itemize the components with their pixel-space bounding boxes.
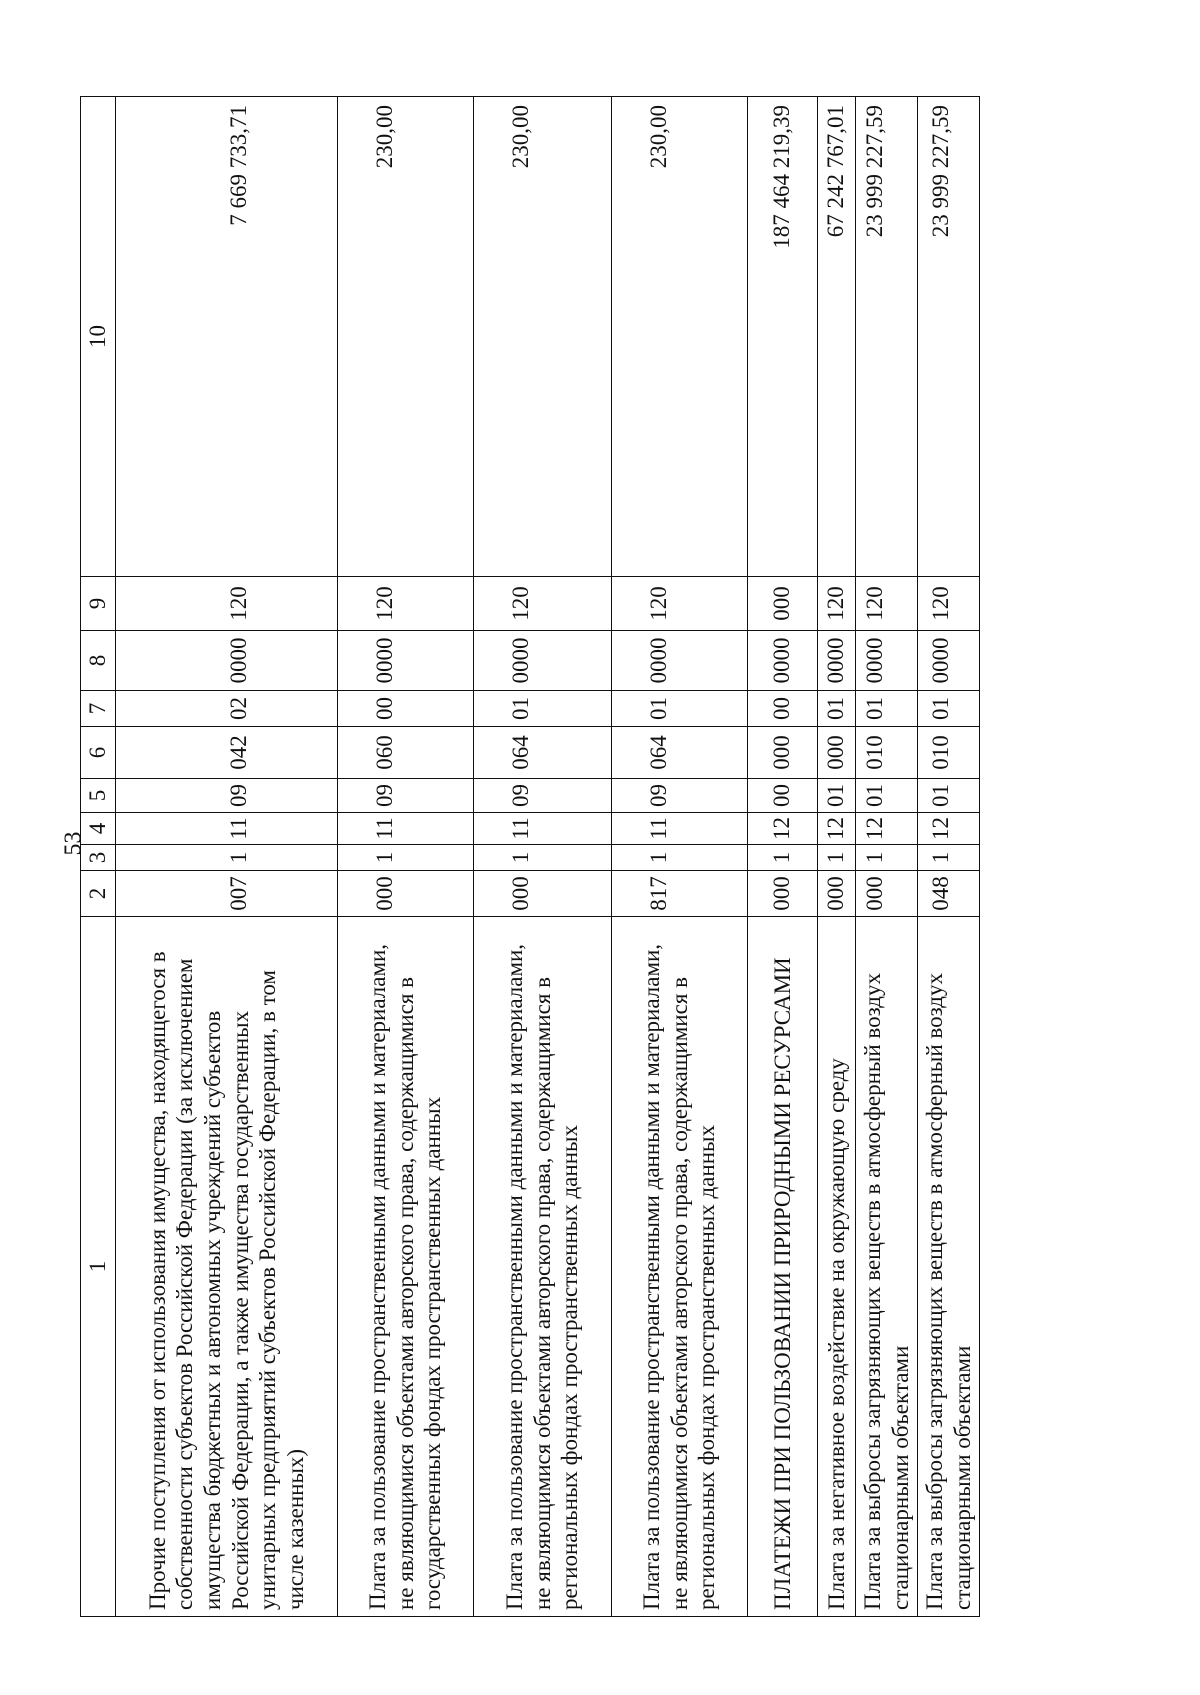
code-cell: 09 [612,779,748,813]
blank-cell [116,727,226,779]
amount-cell: 7 669 733,71 [226,97,338,577]
code-cell: 11 [612,813,748,845]
code-cell: 120 [474,577,612,631]
code-cell: 010 [856,727,918,779]
code-cell: 11 [338,813,474,845]
code-cell: 01 [856,691,918,727]
code-cell: 01 [918,691,980,727]
code-cell: 09 [474,779,612,813]
code-cell: 1 [748,845,818,871]
code-cell: 000 [818,871,856,917]
blank-cell [116,845,226,871]
code-cell: 0000 [856,631,918,691]
code-cell: 00 [338,691,474,727]
code-cell: 120 [918,577,980,631]
code-cell: 09 [226,779,338,813]
code-cell: 007 [226,871,338,917]
blank-cell [116,871,226,917]
table-row [474,97,612,1617]
row-name: Плата за пользование пространственными данными и материалами, не являющимися объектами авторского права, содержащимися в региональных фондах пространственных данных [612,917,748,1617]
row-name: Плата за выбросы загрязняющих веществ в атмосферный воздух стационарными объектами [918,917,980,1617]
code-cell: 048 [918,871,980,917]
blank-cell [116,577,226,631]
amount-cell: 67 242 767,01 [818,97,856,577]
code-cell: 11 [474,813,612,845]
code-cell: 120 [612,577,748,631]
column-header: 6 [81,727,116,779]
code-cell: 000 [818,727,856,779]
code-cell: 0000 [226,631,338,691]
code-cell: 042 [226,727,338,779]
code-cell: 0000 [474,631,612,691]
code-cell: 000 [338,871,474,917]
table-row [116,97,226,1617]
code-cell: 02 [226,691,338,727]
table-row [748,97,818,1617]
row-name: Плата за негативное воздействие на окружающую среду [818,917,856,1617]
code-cell: 01 [856,779,918,813]
column-header: 3 [81,845,116,871]
code-cell: 000 [474,871,612,917]
header-row [81,97,116,1617]
code-cell: 1 [226,845,338,871]
row-name: Прочие поступления от использования имущества, находящегося в собственности субъектов Российской Федерации (за исключением имущества бюджетных и автономных учреждений субъектов Российской Федерации, а также имущества государственных унитарных предприятий субъектов Российской Федерации, в том числе казенных) [116,917,338,1617]
code-cell: 010 [918,727,980,779]
amount-cell: 187 464 219,39 [748,97,818,577]
code-cell: 0000 [338,631,474,691]
code-cell: 00 [748,691,818,727]
column-header: 7 [81,691,116,727]
code-cell: 01 [818,779,856,813]
code-cell: 12 [818,813,856,845]
page-number: 53 [60,831,87,856]
amount-cell: 23 999 227,59 [856,97,918,577]
code-cell: 1 [818,845,856,871]
code-cell: 000 [856,871,918,917]
blank-cell [116,631,226,691]
rotated-table-area [80,97,1080,1617]
code-cell: 01 [818,691,856,727]
column-header: 5 [81,779,116,813]
table-rotator [80,97,1080,1617]
code-cell: 1 [474,845,612,871]
code-cell: 064 [474,727,612,779]
row-name: Плата за выбросы загрязняющих веществ в атмосферный воздух стационарными объектами [856,917,918,1617]
amount-cell: 23 999 227,59 [918,97,980,577]
code-cell: 01 [918,779,980,813]
column-header: 1 [81,917,116,1617]
code-cell: 12 [748,813,818,845]
code-cell: 1 [612,845,748,871]
code-cell: 000 [748,871,818,917]
column-header: 4 [81,813,116,845]
blank-cell [116,691,226,727]
code-cell: 1 [918,845,980,871]
code-cell: 064 [612,727,748,779]
code-cell: 120 [226,577,338,631]
code-cell: 120 [338,577,474,631]
code-cell: 1 [856,845,918,871]
code-cell: 0000 [612,631,748,691]
code-cell: 09 [338,779,474,813]
blank-cell [116,779,226,813]
code-cell: 1 [338,845,474,871]
table-row [338,97,474,1617]
blank-cell [116,813,226,845]
table-row [818,97,856,1617]
code-cell: 0000 [748,631,818,691]
code-cell: 01 [612,691,748,727]
row-name: Плата за пользование пространственными данными и материалами, не являющимися объектами авторского права, содержащимися в региональных фондах пространственных данных [474,917,612,1617]
code-cell: 01 [474,691,612,727]
code-cell: 0000 [818,631,856,691]
column-header: 10 [81,97,116,577]
table-row [918,97,980,1617]
code-cell: 12 [856,813,918,845]
code-cell: 00 [748,779,818,813]
code-cell: 120 [818,577,856,631]
table-row [856,97,918,1617]
row-name: Плата за пользование пространственными данными и материалами, не являющимися объектами авторского права, содержащимися в государственных фондах пространственных данных [338,917,474,1617]
code-cell: 120 [856,577,918,631]
code-cell: 12 [918,813,980,845]
code-cell: 0000 [918,631,980,691]
table-row [612,97,748,1617]
code-cell: 000 [748,577,818,631]
code-cell: 817 [612,871,748,917]
code-cell: 000 [748,727,818,779]
code-cell: 11 [226,813,338,845]
column-header: 2 [81,871,116,917]
amount-cell: 230,00 [338,97,474,577]
blank-cell [116,97,226,577]
column-header: 9 [81,577,116,631]
amount-cell: 230,00 [612,97,748,577]
code-cell: 060 [338,727,474,779]
row-name: ПЛАТЕЖИ ПРИ ПОЛЬЗОВАНИИ ПРИРОДНЫМИ РЕСУРСАМИ [748,917,818,1617]
column-header: 8 [81,631,116,691]
amount-cell: 230,00 [474,97,612,577]
budget-table [80,96,980,1617]
